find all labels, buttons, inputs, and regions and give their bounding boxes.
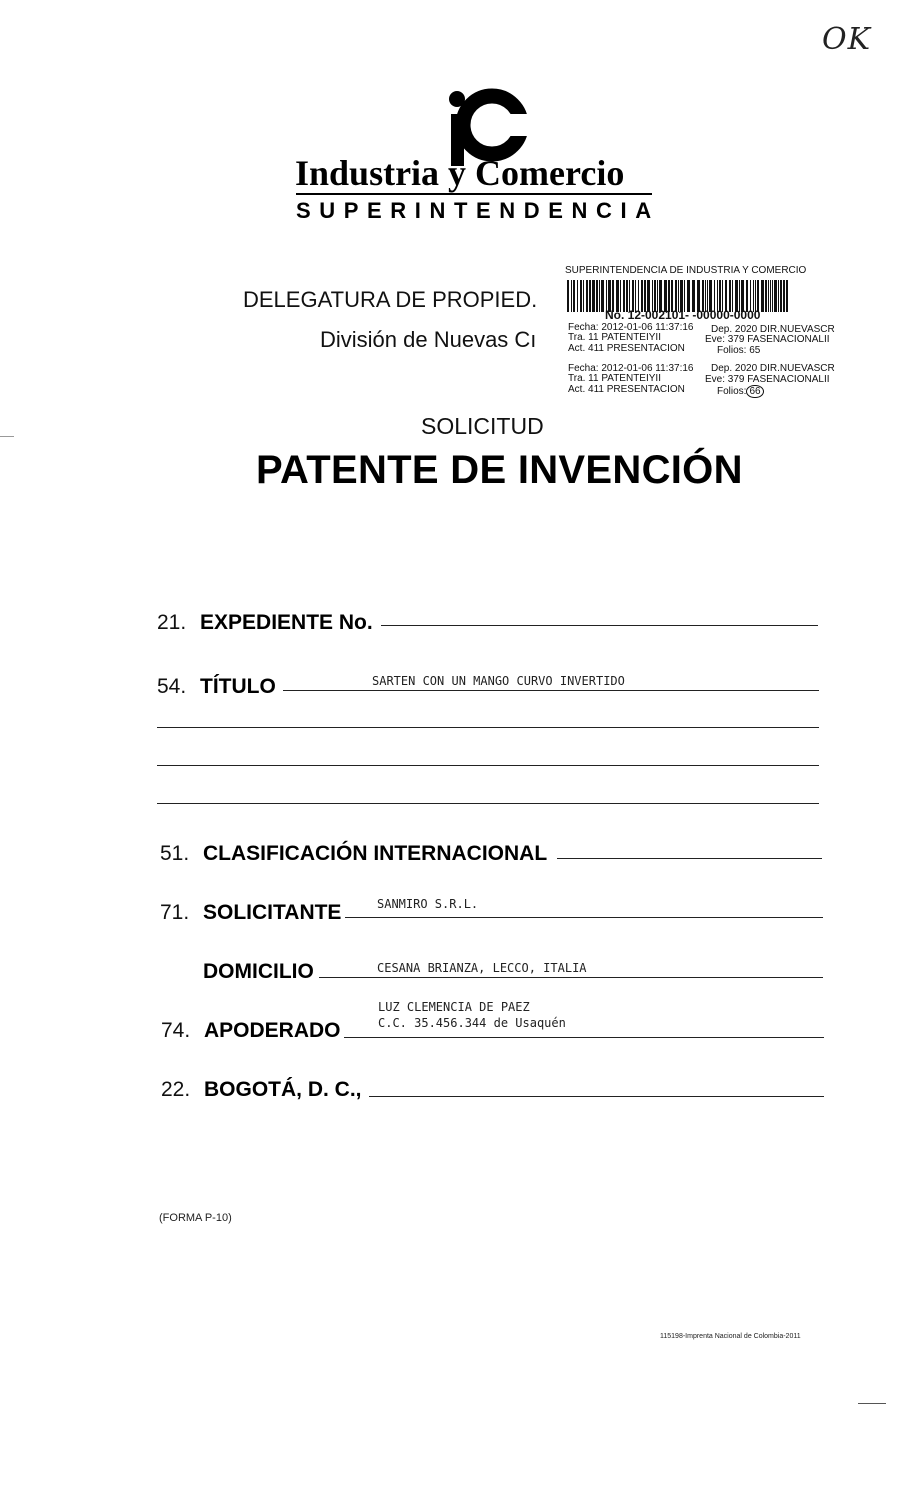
stamp-header: SUPERINTENDENCIA DE INDUSTRIA Y COMERCIO: [565, 265, 807, 276]
organization-rule: [296, 193, 652, 195]
barcode-bar: [770, 280, 771, 312]
barcode-bar: [774, 280, 777, 312]
scan-edge-mark: [858, 1403, 886, 1404]
solicitante-line: [345, 917, 823, 918]
stamp-tra: Tra. 11 PATENTEIYII: [568, 332, 661, 343]
solicitante-value: SANMIRO S.R.L.: [377, 897, 479, 911]
field-apoderado: [161, 1019, 341, 1043]
field-number: 21.: [157, 611, 187, 634]
barcode-bar: [786, 280, 788, 312]
apoderado-id: C.C. 35.456.344 de Usaquén: [378, 1016, 566, 1030]
titulo-line-4: [157, 803, 819, 804]
barcode-bar: [778, 280, 779, 312]
field-titulo: [157, 675, 276, 699]
stamp-folios-label: Folios:: [717, 386, 747, 397]
stamp-act-2: Act. 411 PRESENTACION: [568, 384, 685, 395]
domicilio-value: CESANA BRIANZA, LECCO, ITALIA: [377, 961, 587, 975]
titulo-line: [283, 690, 819, 691]
barcode-bar: [583, 280, 584, 312]
field-label: BOGOTÁ, D. C.,: [204, 1078, 362, 1101]
barcode-bar: [772, 280, 773, 312]
field-number: 51.: [160, 842, 190, 865]
expediente-line: [381, 625, 818, 626]
barcode-bar: [589, 280, 591, 312]
apoderado-name: LUZ CLEMENCIA DE PAEZ: [378, 1000, 530, 1014]
stamp-eve: Eve: 379 FASENACIONALII: [705, 334, 830, 345]
bogota-line: [369, 1096, 824, 1097]
stamp-eve-2: Eve: 379 FASENACIONALII: [705, 374, 830, 385]
delegatura-heading: DELEGATURA DE PROPIED.: [243, 287, 538, 312]
barcode-bar: [567, 280, 569, 312]
barcode-bar: [599, 280, 600, 312]
organization-subtitle: SUPERINTENDENCIA: [296, 198, 660, 223]
stamp-dep: Dep. 2020 DIR.NUEVASCR: [711, 324, 835, 335]
field-number: 74.: [161, 1019, 191, 1042]
stamp-act: Act. 411 PRESENTACION: [568, 343, 685, 354]
form-code: (FORMA P-10): [159, 1212, 232, 1224]
stamp-folios-2: [717, 385, 764, 398]
stamp-number: No. 12-002101- -00000-0000: [605, 308, 761, 322]
field-expediente: [157, 611, 373, 635]
field-bogota: [161, 1078, 362, 1102]
field-label: APODERADO: [204, 1019, 341, 1042]
field-number: 22.: [161, 1078, 191, 1101]
document-kicker: SOLICITUD: [421, 413, 544, 439]
titulo-line-2: [157, 727, 819, 728]
field-label: EXPEDIENTE No.: [200, 611, 373, 634]
field-label: DOMICILIO: [203, 960, 314, 983]
domicilio-line: [319, 977, 823, 978]
field-solicitante: [160, 901, 341, 925]
scan-edge-mark: [0, 436, 14, 437]
field-number: 54.: [157, 675, 187, 698]
barcode-bar: [586, 280, 588, 312]
field-label: SOLICITANTE: [203, 901, 342, 924]
titulo-line-3: [157, 765, 819, 766]
stamp-folios: Folios: 65: [717, 345, 761, 356]
barcode-bar: [761, 280, 764, 312]
titulo-value: SARTEN CON UN MANGO CURVO INVERTIDO: [372, 674, 625, 688]
document-title: PATENTE DE INVENCIÓN: [256, 448, 743, 492]
printer-credit: 115198-Imprenta Nacional de Colombia-2011: [660, 1333, 801, 1340]
barcode-bar: [780, 280, 782, 312]
stamp-tra-2: Tra. 11 PATENTEIYII: [568, 373, 661, 384]
filing-stamp: [565, 265, 845, 405]
stamp-folios-circled: 66: [746, 385, 763, 398]
barcode-bar: [765, 280, 767, 312]
field-domicilio: [203, 960, 314, 984]
stamp-fecha: Fecha: 2012-01-06 11:37:16: [568, 322, 694, 333]
stamp-dep-2: Dep. 2020 DIR.NUEVASCR: [711, 363, 835, 374]
division-heading: División de Nuevas Cı: [320, 327, 537, 352]
barcode-bar: [573, 280, 575, 312]
clasificacion-line: [557, 858, 822, 859]
organization-name: Industria y Comercio: [295, 153, 625, 193]
handwritten-ok-note: OK: [822, 22, 872, 57]
barcode-bar: [571, 280, 572, 312]
barcode-bar: [577, 280, 578, 312]
barcode-bar: [580, 280, 582, 312]
field-clasificacion: [160, 842, 547, 866]
barcode-bar: [596, 280, 598, 312]
field-label: CLASIFICACIÓN INTERNACIONAL: [203, 842, 548, 865]
field-label: TÍTULO: [200, 675, 276, 698]
stamp-fecha-2: Fecha: 2012-01-06 11:37:16: [568, 363, 694, 374]
barcode-bar: [601, 280, 604, 312]
barcode-bar: [783, 280, 785, 312]
field-number: 71.: [160, 901, 190, 924]
barcode-bar: [768, 280, 769, 312]
barcode-bar: [592, 280, 595, 312]
apoderado-line: [344, 1037, 824, 1038]
